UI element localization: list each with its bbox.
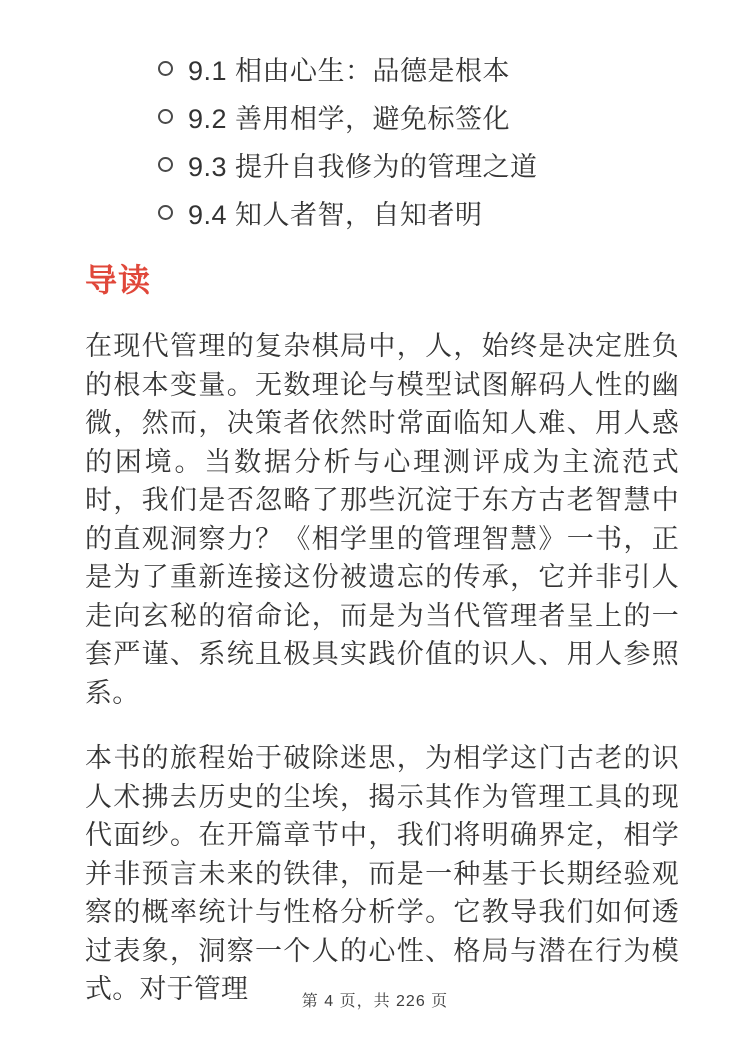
circle-bullet-icon bbox=[158, 61, 173, 76]
circle-bullet-icon bbox=[158, 205, 173, 220]
circle-bullet-icon bbox=[158, 157, 173, 172]
chapter-list-text: 9.1 相由心生：品德是根本 bbox=[188, 55, 511, 86]
list-item bbox=[158, 140, 679, 188]
page-content bbox=[0, 44, 750, 1009]
page-number-indicator: 第 4 页，共 226 页 bbox=[301, 993, 449, 1010]
section-heading: 导读 bbox=[85, 262, 152, 298]
circle-bullet-icon bbox=[158, 109, 173, 124]
list-item bbox=[158, 92, 679, 140]
chapter-list-text: 9.4 知人者智，自知者明 bbox=[188, 199, 483, 230]
chapter-list-text: 9.3 提升自我修为的管理之道 bbox=[188, 151, 538, 182]
list-item bbox=[158, 44, 679, 92]
paragraph: 本书的旅程始于破除迷思，为相学这门古老的识人术拂去历史的尘埃，揭示其作为管理工具的现代面纱。在开篇章节中，我们将明确界定，相学并非预言未来的铁律，而是一种基于长期经验观察的概率统计与性格分析学。它教导我们如何透过表象，洞察一个人的心性、格局与潜在行为模式。对于管理 bbox=[85, 743, 679, 1004]
document-page bbox=[0, 44, 750, 1044]
chapter-list-text: 9.2 善用相学，避免标签化 bbox=[188, 103, 511, 134]
chapter-list bbox=[85, 44, 679, 236]
paragraph: 在现代管理的复杂棋局中，人，始终是决定胜负的根本变量。无数理论与模型试图解码人性的幽微，然而，决策者依然时常面临知人难、用人惑的困境。当数据分析与心理测评成为主流范式时，我们是否忽略了那些沉淀于东方古老智慧中的直观洞察力？《相学里的管理智慧》一书，正是为了重新连接这份被遗忘的传承，它并非引人走向玄秘的宿命论，而是为当代管理者呈上的一套严谨、系统且极具实践价值的识人、用人参照系。 bbox=[85, 331, 679, 708]
list-item bbox=[158, 188, 679, 236]
